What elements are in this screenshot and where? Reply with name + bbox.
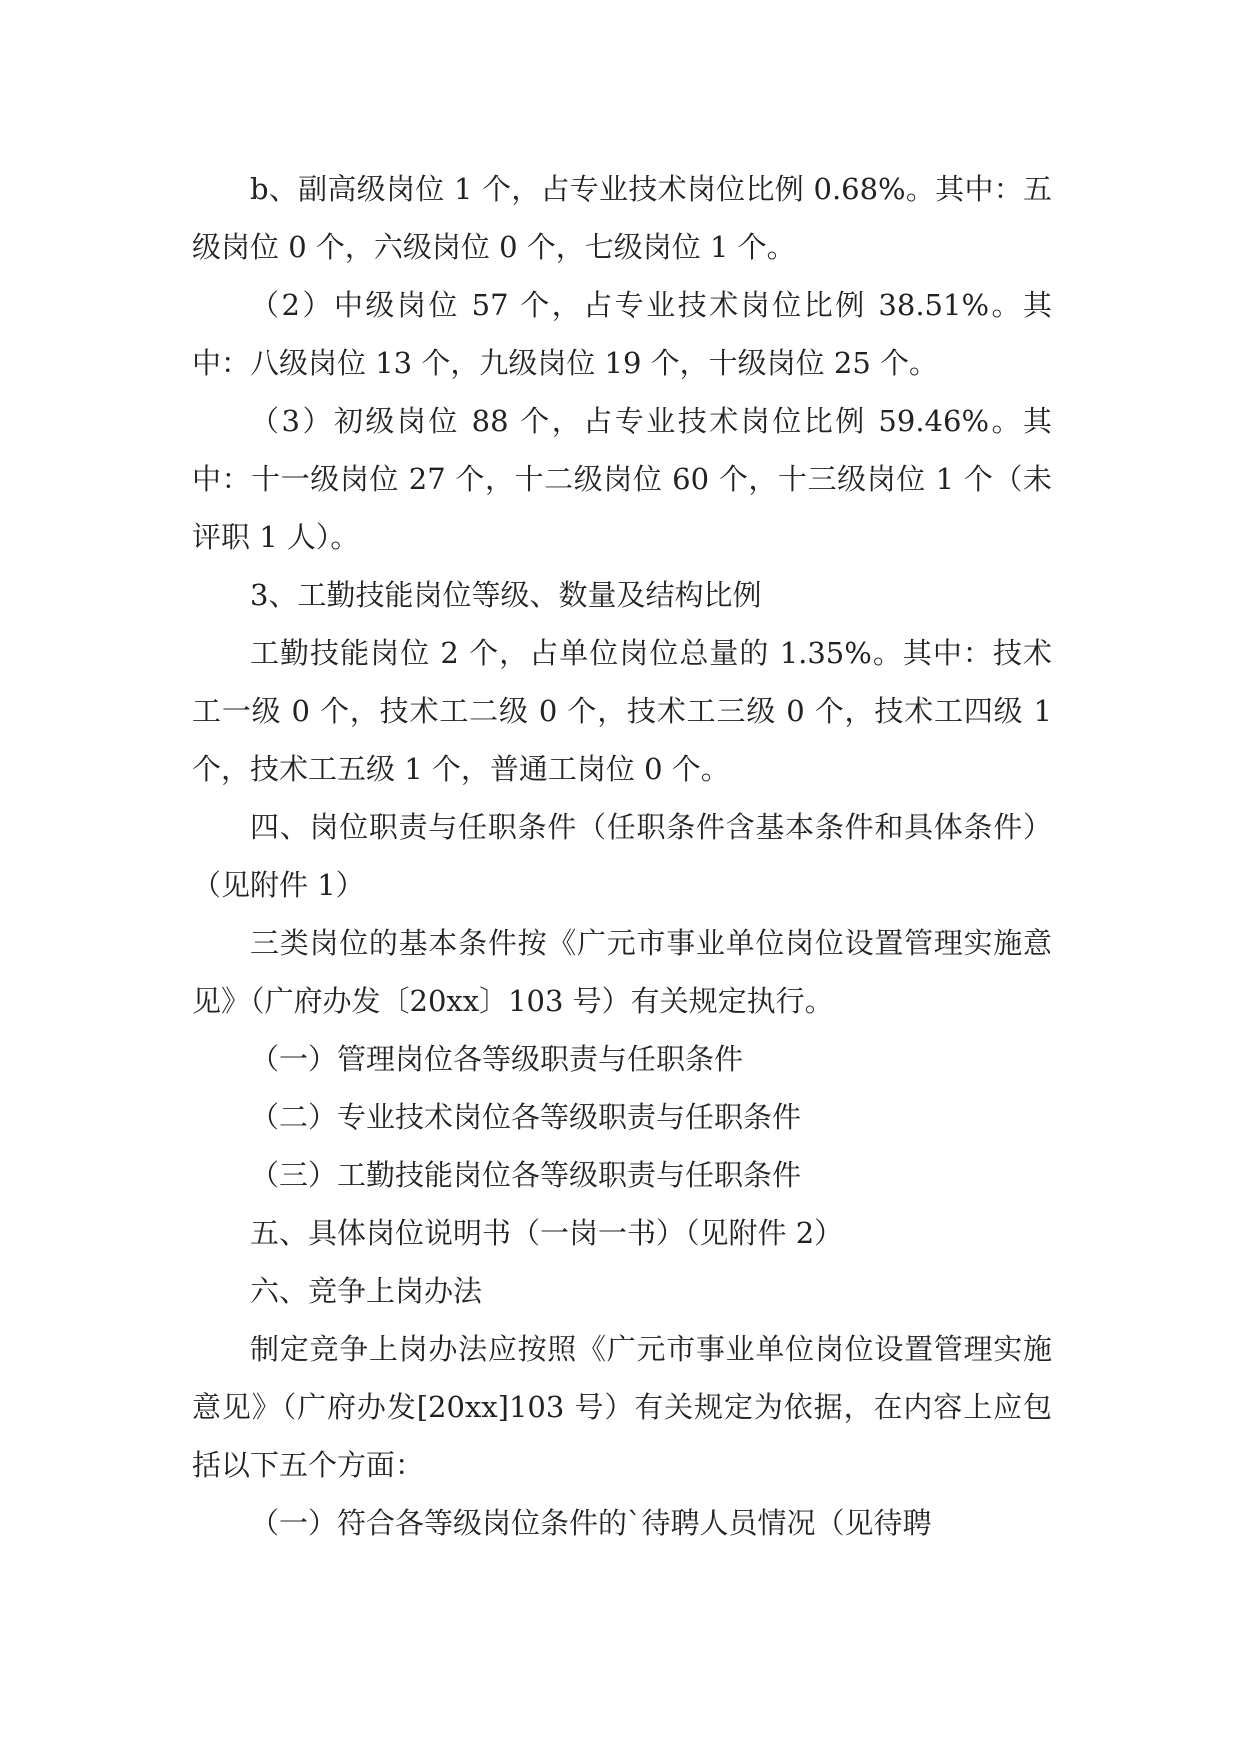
item-management-posts: （一）管理岗位各等级职责与任职条件 [250,1042,744,1076]
item-worker-posts: （三）工勤技能岗位各等级职责与任职条件 [250,1158,802,1192]
heading-section-five: 五、具体岗位说明书（一岗一书）（见附件 2） [250,1216,844,1250]
item-professional-posts: （二）专业技术岗位各等级职责与任职条件 [250,1100,802,1134]
paragraph-worker-skill-posts: 工勤技能岗位 2 个，占单位岗位总量的 1.35%。其中：技术工一级 0 个，技术工二级 0 个，技术工三级 0 个，技术工四级 1 个，技术工五级 1 个，普通工岗位 0 个。 [192,636,1052,786]
paragraph-basic-conditions: 三类岗位的基本条件按《广元市事业单位岗位设置管理实施意见》（广府办发〔20xx〕103 号）有关规定执行。 [192,926,1052,1018]
paragraph-deputy-senior-posts: b、副高级岗位 1 个，占专业技术岗位比例 0.68%。其中：五级岗位 0 个，六级岗位 0 个，七级岗位 1 个。 [192,172,1052,264]
paragraph-competition-method: 制定竞争上岗办法应按照《广元市事业单位岗位设置管理实施意见》（广府办发[20xx]103 号）有关规定为依据，在内容上应包括以下五个方面： [192,1332,1052,1482]
item-candidate-status: （一）符合各等级岗位条件的`待聘人员情况（见待聘 [250,1506,932,1540]
paragraph-intermediate-posts: （2）中级岗位 57 个，占专业技术岗位比例 38.51%。其中：八级岗位 13 个，九级岗位 19 个，十级岗位 25 个。 [192,288,1052,380]
paragraph-junior-posts: （3）初级岗位 88 个，占专业技术岗位比例 59.46%。其中：十一级岗位 27 个，十二级岗位 60 个，十三级岗位 1 个（未评职 1 人）。 [192,404,1052,554]
heading-section-six: 六、竞争上岗办法 [250,1274,483,1308]
document-body [192,160,1052,1552]
heading-worker-skill-posts: 3、工勤技能岗位等级、数量及结构比例 [250,578,762,612]
heading-section-four: 四、岗位职责与任职条件（任职条件含基本条件和具体条件）（见附件 1） [192,810,1052,902]
